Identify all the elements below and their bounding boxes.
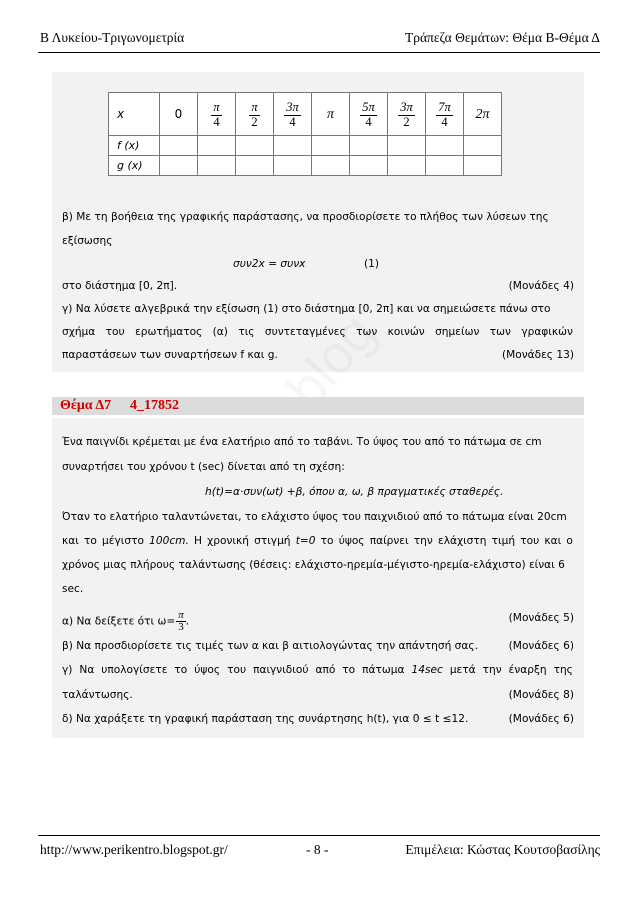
- word: το: [342, 664, 356, 676]
- header-left-title: Β Λυκείου-Τριγωνομετρία: [40, 30, 185, 45]
- table-col-6: [388, 93, 426, 136]
- fraction-denominator: 4: [213, 114, 220, 129]
- word: παίρνει: [369, 535, 409, 547]
- omega-numerator: π: [178, 609, 184, 621]
- word: των: [489, 326, 511, 338]
- prev-c-line2: [62, 326, 573, 338]
- marks-a: (Μονάδες 5): [508, 612, 574, 624]
- word: το: [83, 535, 97, 547]
- prev-marks-b: (Μονάδες 4): [508, 280, 574, 292]
- word: και: [62, 535, 79, 547]
- table-cell: [388, 136, 426, 156]
- word: γ): [62, 664, 73, 676]
- problem-p1-line2: συναρτήσει του χρόνου t (sec) δίνεται από τη σχέση:: [62, 461, 345, 473]
- prev-interval: στο διάστημα [0, 2π].: [62, 280, 178, 292]
- word: πάτωμα: [362, 664, 405, 676]
- fraction-numerator: 5π: [362, 100, 375, 115]
- word: μέγιστο: [102, 535, 144, 547]
- table-cell: [464, 156, 502, 176]
- page-number: - 8 -: [306, 842, 329, 857]
- word: 14sec: [411, 664, 443, 676]
- table-cell: [198, 156, 236, 176]
- table-cell: [350, 136, 388, 156]
- table-col-5: [350, 93, 388, 136]
- word: το: [320, 535, 334, 547]
- fraction-denominator: 4: [441, 114, 448, 129]
- problem-p2-line4: sec.: [62, 583, 84, 595]
- fraction-numerator: π: [251, 100, 258, 115]
- table-header-value: π: [326, 106, 334, 122]
- question-a: [62, 610, 189, 633]
- word: του: [227, 664, 247, 676]
- fraction-numerator: 7π: [438, 100, 451, 115]
- table-row-label: f (x): [117, 139, 140, 152]
- question-d: δ) Να χαράξετε τη γραφική παράσταση της συνάρτησης h(t), για 0 ≤ t ≤12.: [62, 713, 469, 725]
- table-col-4: [312, 93, 350, 136]
- table-cell: [236, 136, 274, 156]
- header-rule: [38, 52, 600, 53]
- word: και: [544, 535, 562, 547]
- word: από: [315, 664, 336, 676]
- footer-url: http://www.perikentro.blogspot.gr/: [40, 842, 228, 857]
- problem-p2-line3: χρόνος μιας πλήρους ταλάντωσης (θέσεις: ελάχιστο-ηρεμία-μέγιστο-ηρεμία-ελάχιστο) είναι 6: [62, 559, 565, 571]
- table-row-label-cell: [109, 136, 160, 156]
- word: την: [482, 664, 502, 676]
- table-row-g: [109, 156, 502, 176]
- table-header-fraction: [211, 101, 221, 128]
- table-header-fraction: [436, 101, 453, 128]
- table-col-2: [236, 93, 274, 136]
- table-cell: [274, 156, 312, 176]
- footer-rule: [38, 835, 600, 836]
- fraction-denominator: 4: [365, 114, 372, 129]
- table-cell: [426, 156, 464, 176]
- prev-b-line2: εξίσωσης: [62, 235, 113, 247]
- table-col-7: [426, 93, 464, 136]
- prev-b-line1: β) Με τη βοήθεια της γραφικής παράστασης, να προσδιορίσετε το πλήθος των λύσεων της: [62, 211, 549, 223]
- word: στιγμή: [254, 535, 291, 547]
- word: την: [413, 535, 433, 547]
- marks-c: (Μονάδες 8): [508, 689, 574, 701]
- word: μετά: [449, 664, 476, 676]
- word: Η: [194, 535, 202, 547]
- table-cell: [464, 136, 502, 156]
- fraction-denominator: 2: [251, 114, 258, 129]
- word: t=0: [295, 535, 316, 547]
- table-cell: [312, 136, 350, 156]
- word: παιγνιδιού: [253, 664, 309, 676]
- fraction-denominator: 2: [403, 114, 410, 129]
- table-cell: [160, 156, 198, 176]
- table-cell: [160, 136, 198, 156]
- value-table: [108, 92, 502, 176]
- word: τιμή: [491, 535, 516, 547]
- problem-formula: h(t)=α·συν(ωt) +β, όπου α, ω, β πραγματικές σταθερές.: [205, 486, 504, 498]
- word: του: [520, 535, 540, 547]
- table-col-3: [274, 93, 312, 136]
- question-a-prefix: α) Να δείξετε ότι ω=: [62, 615, 176, 628]
- word: του: [105, 326, 125, 338]
- word: ελάχιστη: [437, 535, 487, 547]
- word: Να: [79, 664, 95, 676]
- question-b: β) Να προσδιορίσετε τις τιμές των α και β αιτιολογώντας την απάντησή σας.: [62, 640, 478, 652]
- word: χρονική: [207, 535, 249, 547]
- table-col-1: [198, 93, 236, 136]
- word: το: [174, 664, 188, 676]
- question-a-suffix: .: [185, 615, 190, 628]
- header-right-title: Τράπεζα Θεμάτων: Θέμα Β-Θέμα Δ: [404, 30, 600, 45]
- table-cell: [198, 136, 236, 156]
- word: σημείων: [435, 326, 480, 338]
- table-col-8: [464, 93, 502, 136]
- table-col-0: [160, 93, 198, 136]
- word: των: [356, 326, 378, 338]
- word: σχήμα: [62, 326, 96, 338]
- table-cell: [388, 156, 426, 176]
- table-row-label: g (x): [117, 159, 143, 172]
- table-row-f: [109, 136, 502, 156]
- word: ύψος: [194, 664, 221, 676]
- table-cell: [274, 136, 312, 156]
- omega-fraction: [176, 610, 186, 633]
- table-header-fraction: [284, 101, 301, 128]
- section-code: 4_17852: [130, 398, 179, 413]
- word: ύψος: [338, 535, 365, 547]
- word: (α): [212, 326, 228, 338]
- footer-author: Επιμέλεια: Κώστας Κουτσοβασίλης: [405, 842, 600, 857]
- problem-p2-line1: Όταν το ελατήριο ταλαντώνεται, το ελάχιστο ύψος του παιχνιδιού από το πάτωμα είναι 20cm: [62, 511, 567, 523]
- word: ερωτήματος: [135, 326, 203, 338]
- table-header-fraction: [398, 101, 415, 128]
- problem-p1-line1: Ένα παιγνίδι κρέμεται με ένα ελατήριο από το ταβάνι. Το ύψος του από το πάτωμα σε cm: [62, 436, 542, 448]
- word: κοινών: [387, 326, 425, 338]
- table-header-value: 0: [174, 107, 183, 121]
- word: της: [553, 664, 573, 676]
- table-corner-label: x: [117, 107, 125, 121]
- table-cell: [350, 156, 388, 176]
- word: συντεταγμένες: [264, 326, 346, 338]
- omega-denominator: 3: [178, 621, 184, 633]
- word: 100cm.: [149, 535, 189, 547]
- table-header-value: 2π: [475, 106, 490, 122]
- marks-d: (Μονάδες 6): [508, 713, 574, 725]
- table-cell: [236, 156, 274, 176]
- prev-c-line1: γ) Να λύσετε αλγεβρικά την εξίσωση (1) στο διάστημα [0, 2π] και να σημειώσετε πάνω στο: [62, 303, 551, 315]
- question-c-line2: ταλάντωσης.: [62, 689, 133, 701]
- table-cell: [312, 156, 350, 176]
- table-header-fraction: [360, 101, 377, 128]
- problem-p2-line2: [62, 535, 573, 547]
- word: υπολογίσετε: [101, 664, 168, 676]
- question-c-line1: [62, 664, 573, 676]
- word: τις: [238, 326, 255, 338]
- prev-equation-number: (1): [364, 258, 380, 270]
- prev-marks-c: (Μονάδες 13): [501, 349, 574, 361]
- fraction-numerator: 3π: [400, 100, 413, 115]
- word: έναρξη: [508, 664, 547, 676]
- table-cell: [426, 136, 464, 156]
- table-corner-cell: [109, 93, 160, 136]
- table-header-row: [109, 93, 502, 136]
- table-row-label-cell: [109, 156, 160, 176]
- prev-equation: συν2x = συνx: [233, 258, 306, 270]
- prev-c-line3: παραστάσεων των συναρτήσεων f και g.: [62, 349, 278, 361]
- marks-b: (Μονάδες 6): [508, 640, 574, 652]
- section-title: Θέμα Δ7: [60, 398, 112, 413]
- fraction-numerator: 3π: [286, 100, 299, 115]
- fraction-denominator: 4: [289, 114, 296, 129]
- word: ο: [566, 535, 573, 547]
- fraction-numerator: π: [213, 100, 220, 115]
- table-header-fraction: [249, 101, 259, 128]
- word: γραφικών: [521, 326, 573, 338]
